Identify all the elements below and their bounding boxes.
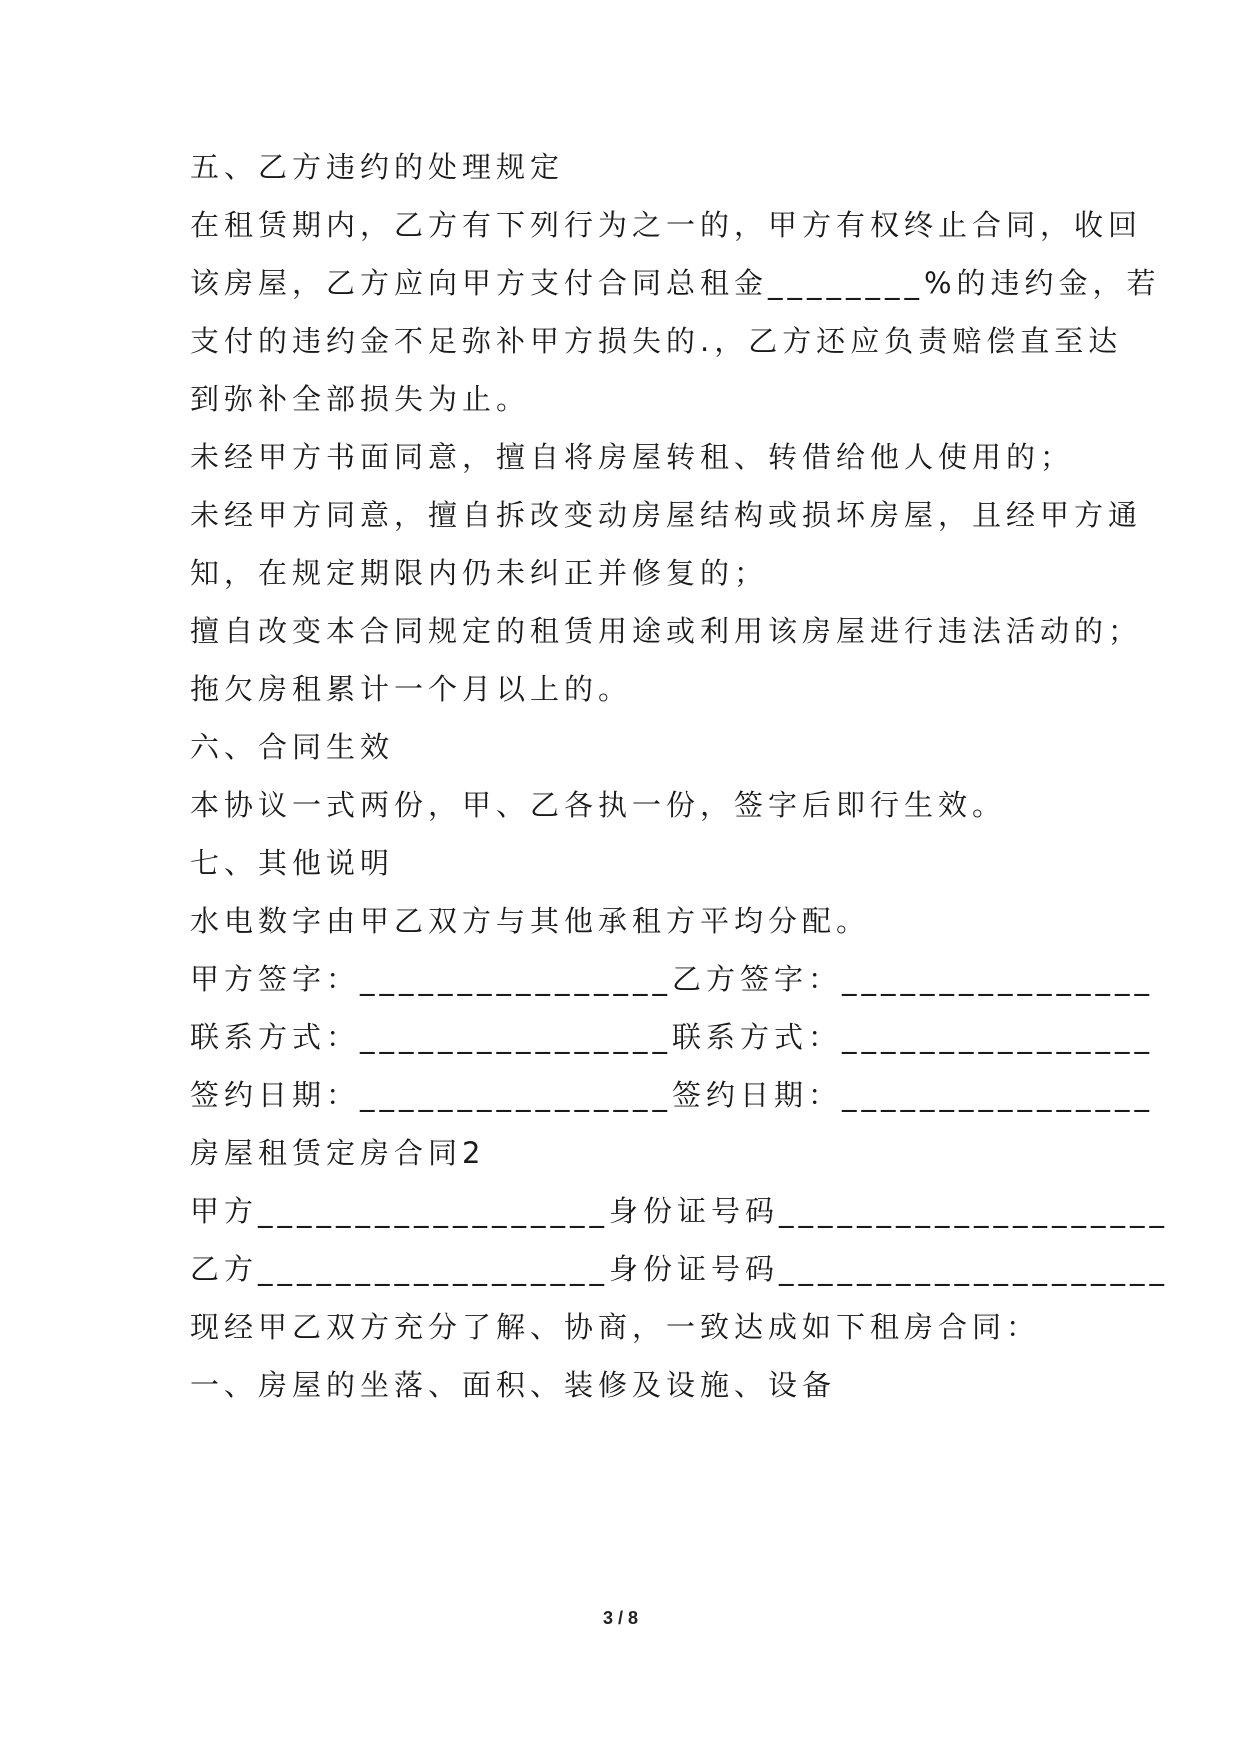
date-line: 签约日期：________________签约日期：________________ [190,1078,1155,1112]
section-heading-7: 七、其他说明 [190,846,395,880]
paragraph-line: 支付的违约金不足弥补甲方损失的.，乙方还应负责赔偿直至达 [190,324,1123,358]
paragraph-line: 未经甲方同意，擅自拆改变动房屋结构或损坏房屋，且经甲方通 [190,498,1143,532]
paragraph-line: 水电数字由甲乙双方与其他承租方平均分配。 [190,904,871,938]
paragraph-line: 拖欠房租累计一个月以上的。 [190,672,633,706]
paragraph-line: 在租赁期内，乙方有下列行为之一的，甲方有权终止合同，收回 [190,208,1143,242]
party-a-line: 甲方__________________身份证号码____________________ [190,1194,1170,1228]
paragraph-line: 本协议一式两份，甲、乙各执一份，签字后即行生效。 [190,788,1007,822]
contract-title: 房屋租赁定房合同2 [190,1136,486,1170]
paragraph-line: 擅自改变本合同规定的租赁用途或利用该房屋进行违法活动的； [190,614,1143,648]
signature-line: 甲方签字：________________乙方签字：________________ [190,962,1155,996]
paragraph-line: 未经甲方书面同意，擅自将房屋转租、转借给他人使用的； [190,440,1075,474]
party-b-line: 乙方__________________身份证号码____________________ [190,1252,1170,1286]
section-heading-5: 五、乙方违约的处理规定 [190,150,565,184]
contact-line: 联系方式：________________联系方式：________________ [190,1020,1155,1054]
paragraph-line: 该房屋，乙方应向甲方支付合同总租金________%的违约金，若 [190,266,1161,300]
page-number: 3 / 8 [602,1608,639,1628]
section-heading-6: 六、合同生效 [190,730,395,764]
paragraph-line: 知，在规定期限内仍未纠正并修复的； [190,556,769,590]
paragraph-line: 到弥补全部损失为止。 [190,382,531,416]
paragraph-line: 现经甲乙双方充分了解、协商，一致达成如下租房合同： [190,1310,1041,1344]
section-heading-1: 一、房屋的坐落、面积、装修及设施、设备 [190,1368,837,1402]
